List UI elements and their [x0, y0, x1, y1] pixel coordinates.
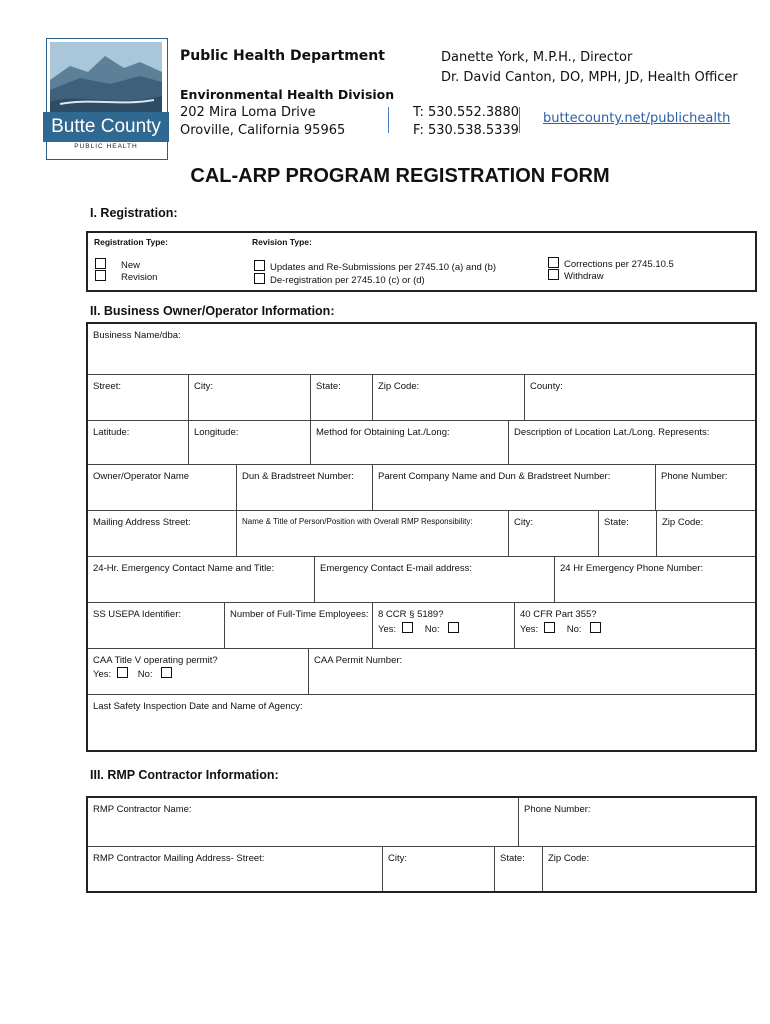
field-owner-name[interactable]: Owner/Operator Name — [88, 464, 236, 510]
checkbox-ccr-no[interactable] — [448, 622, 459, 633]
field-epa-identifier[interactable]: SS USEPA Identifier: — [88, 602, 224, 648]
field-latlong-method[interactable]: Method for Obtaining Lat./Long: — [310, 420, 508, 464]
header-divider-2 — [519, 107, 520, 133]
field-location-description[interactable]: Description of Location Lat./Long. Represents: — [508, 420, 755, 464]
option-deregistration[interactable]: De-registration per 2745.10 (c) or (d) — [254, 273, 425, 286]
checkbox-updates[interactable] — [254, 260, 265, 271]
option-corrections[interactable]: Corrections per 2745.10.5 — [548, 257, 674, 270]
division-name: Environmental Health Division — [180, 87, 395, 102]
director-name: Danette York, M.P.H., Director — [441, 50, 633, 65]
checkbox-cfr-no[interactable] — [590, 622, 601, 633]
field-phone[interactable]: Phone Number: — [655, 464, 755, 510]
health-officer-name: Dr. David Canton, DO, MPH, JD, Health Officer — [441, 70, 738, 85]
field-emergency-phone[interactable]: 24 Hr Emergency Phone Number: — [554, 556, 755, 602]
ccr-yes-no: Yes: No: — [378, 622, 464, 635]
field-last-inspection[interactable]: Last Safety Inspection Date and Name of Agency: — [88, 694, 755, 750]
field-mailing-state[interactable]: State: — [598, 510, 656, 556]
business-info-grid — [86, 322, 757, 752]
registration-type-label: Registration Type: — [94, 237, 168, 247]
logo-subtitle: PUBLIC HEALTH — [74, 143, 138, 150]
field-parent-company[interactable]: Parent Company Name and Dun & Bradstreet Number: — [372, 464, 655, 510]
field-emergency-email[interactable]: Emergency Contact E-mail address: — [314, 556, 554, 602]
checkbox-withdraw[interactable] — [548, 269, 559, 280]
address-line-1: 202 Mira Loma Drive — [180, 105, 316, 120]
field-city[interactable]: City: — [188, 374, 310, 420]
checkbox-cfr-yes[interactable] — [544, 622, 555, 633]
county-logo — [46, 38, 168, 160]
field-business-name[interactable]: Business Name/dba: — [93, 330, 181, 341]
field-caa-title-v: CAA Title V operating permit? Yes: No: — [88, 648, 308, 694]
field-emergency-contact[interactable]: 24-Hr. Emergency Contact Name and Title: — [88, 556, 314, 602]
field-rmp-responsible[interactable]: Name & Title of Person/Position with Overall RMP Responsibility: — [236, 510, 508, 556]
checkbox-corrections[interactable] — [548, 257, 559, 268]
landscape-logo-image — [50, 42, 162, 112]
fax-number: F: 530.538.5339 — [413, 123, 519, 138]
registration-box — [86, 231, 757, 292]
field-mailing-street[interactable]: Mailing Address Street: — [88, 510, 236, 556]
field-contractor-city[interactable]: City: — [382, 846, 494, 891]
field-caa-permit[interactable]: CAA Permit Number: — [308, 648, 755, 694]
checkbox-caa-no[interactable] — [161, 667, 172, 678]
checkbox-new[interactable] — [95, 258, 106, 269]
address-line-2: Oroville, California 95965 — [180, 123, 346, 138]
section-business-heading: II. Business Owner/Operator Information: — [90, 304, 335, 318]
option-updates[interactable]: Updates and Re-Submissions per 2745.10 (a) and (b) — [254, 260, 496, 273]
checkbox-caa-yes[interactable] — [117, 667, 128, 678]
checkbox-ccr-yes[interactable] — [402, 622, 413, 633]
field-mailing-zip[interactable]: Zip Code: — [656, 510, 755, 556]
field-state[interactable]: State: — [310, 374, 372, 420]
field-zip[interactable]: Zip Code: — [372, 374, 524, 420]
field-employees[interactable]: Number of Full-Time Employees: — [224, 602, 372, 648]
field-county[interactable]: County: — [524, 374, 755, 420]
field-contractor-name[interactable]: RMP Contractor Name: — [93, 804, 192, 815]
field-contractor-zip[interactable]: Zip Code: — [542, 846, 755, 891]
field-ccr-5189: 8 CCR § 5189? Yes: No: — [372, 602, 514, 648]
website-link[interactable]: buttecounty.net/publichealth — [543, 111, 731, 126]
field-mailing-city[interactable]: City: — [508, 510, 598, 556]
contractor-info-grid — [86, 796, 757, 893]
cfr-yes-no: Yes: No: — [520, 622, 606, 635]
department-name: Public Health Department — [180, 48, 385, 64]
section-registration-heading: I. Registration: — [90, 206, 178, 220]
field-latitude[interactable]: Latitude: — [88, 420, 188, 464]
section-contractor-heading: III. RMP Contractor Information: — [90, 768, 279, 782]
field-contractor-state[interactable]: State: — [494, 846, 542, 891]
field-contractor-street[interactable]: RMP Contractor Mailing Address- Street: — [88, 846, 382, 891]
option-revision[interactable]: Revision — [95, 270, 157, 283]
field-street[interactable]: Street: — [88, 374, 188, 420]
caa-yes-no: Yes: No: — [93, 667, 177, 680]
logo-name: Butte County — [43, 112, 169, 142]
form-title: CAL-ARP PROGRAM REGISTRATION FORM — [190, 165, 610, 187]
revision-type-label: Revision Type: — [252, 237, 312, 247]
checkbox-revision[interactable] — [95, 270, 106, 281]
field-cfr-355: 40 CFR Part 355? Yes: No: — [514, 602, 755, 648]
checkbox-deregistration[interactable] — [254, 273, 265, 284]
option-withdraw[interactable]: Withdraw — [548, 269, 604, 282]
field-dun-number[interactable]: Dun & Bradstreet Number: — [236, 464, 372, 510]
header-divider-1 — [388, 107, 389, 133]
field-longitude[interactable]: Longitude: — [188, 420, 310, 464]
phone-number: T: 530.552.3880 — [413, 105, 519, 120]
field-contractor-phone[interactable]: Phone Number: — [518, 798, 755, 846]
option-new[interactable]: New — [95, 258, 140, 271]
